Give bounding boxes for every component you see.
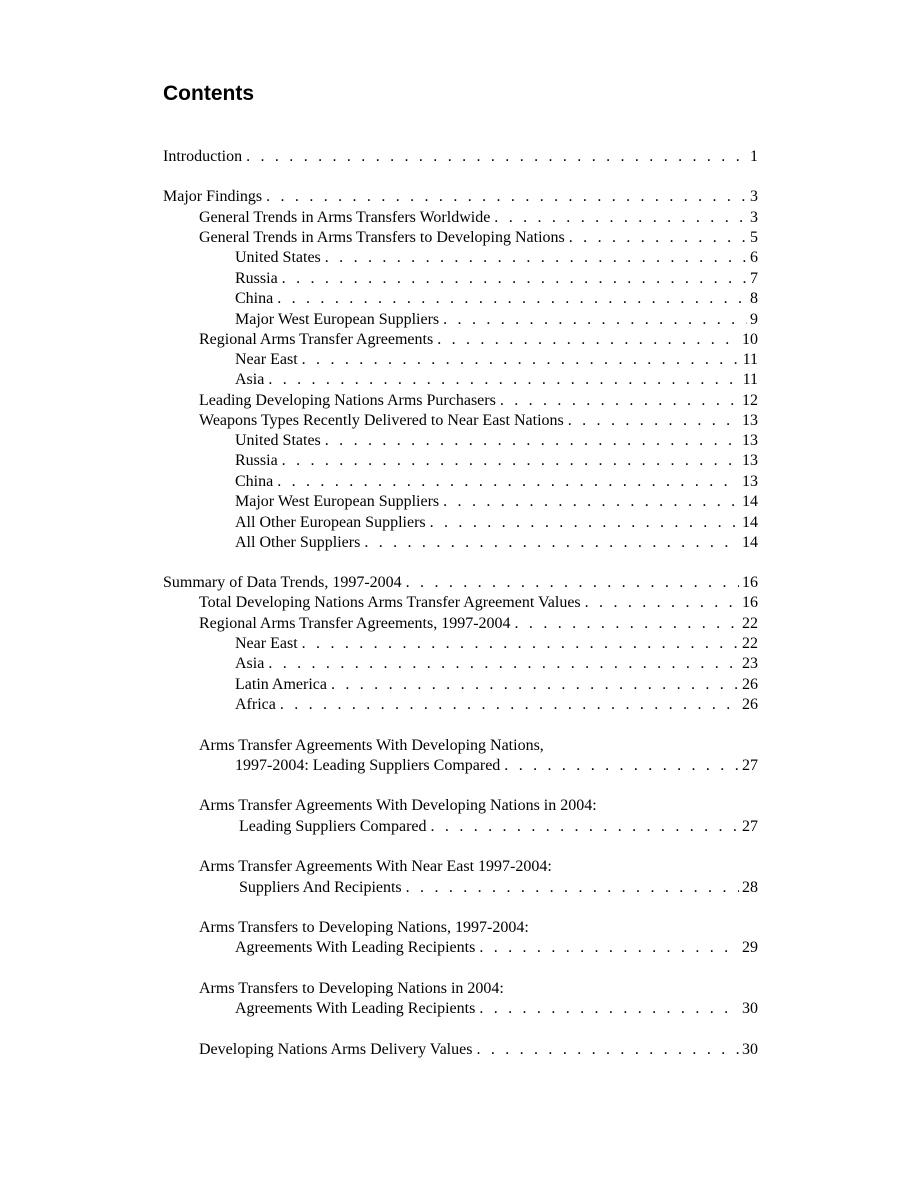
toc-entry-title: United States — [235, 249, 321, 266]
toc-entry-page: 22 — [742, 615, 758, 632]
toc-entry-page: 13 — [742, 473, 758, 490]
toc-entry-title: Arms Transfer Agreements With Developing Nations in 2004: — [199, 797, 597, 814]
dot-leader — [282, 450, 739, 472]
toc-entry-page: 14 — [742, 534, 758, 551]
toc-entry-title: United States — [235, 432, 321, 449]
toc-entry — [163, 146, 758, 168]
toc-entry-title: China — [235, 473, 274, 490]
toc-entry-title-continued: Suppliers And Recipients — [239, 879, 402, 896]
toc-entry-title: Regional Arms Transfer Agreements — [199, 331, 434, 348]
toc-entry-page: 13 — [742, 432, 758, 449]
toc-entry-page: 3 — [750, 209, 758, 226]
dot-leader — [476, 1039, 739, 1061]
toc-entry — [239, 816, 758, 838]
toc-entry-title: Summary of Data Trends, 1997-2004 — [163, 574, 402, 591]
page-title: Contents — [163, 82, 254, 105]
toc-entry — [199, 1039, 758, 1061]
dot-leader — [268, 369, 739, 391]
dot-leader — [479, 998, 739, 1020]
toc-entry-title: Arms Transfer Agreements With Developing Nations, — [199, 737, 544, 754]
toc-entry-title: China — [235, 290, 274, 307]
toc-entry-title-continued: Leading Suppliers Compared — [239, 818, 427, 835]
toc-entry-page: 3 — [750, 188, 758, 205]
dot-leader — [494, 207, 747, 229]
toc-entry-page: 27 — [742, 757, 758, 774]
toc-entry-page: 30 — [742, 1000, 758, 1017]
toc-entry-title: Russia — [235, 452, 278, 469]
toc-entry-title: Introduction — [163, 148, 243, 165]
dot-leader — [277, 471, 739, 493]
dot-leader — [302, 349, 740, 371]
toc-entry — [163, 186, 758, 208]
toc-entry-title: Regional Arms Transfer Agreements, 1997-2004 — [199, 615, 511, 632]
toc-entry — [235, 450, 758, 472]
toc-entry-page: 13 — [742, 412, 758, 429]
dot-leader — [568, 410, 739, 432]
toc-entry-page: 7 — [750, 270, 758, 287]
toc-entry-title: Russia — [235, 270, 278, 287]
dot-leader — [277, 288, 747, 310]
dot-leader — [431, 816, 739, 838]
toc-entry — [199, 410, 758, 432]
toc-entry-page: 26 — [742, 696, 758, 713]
toc-entry-title: Major Findings — [163, 188, 263, 205]
dot-leader — [479, 937, 739, 959]
dot-leader — [569, 227, 747, 249]
toc-entry-page: 5 — [750, 229, 758, 246]
toc-entry-title: All Other European Suppliers — [235, 514, 426, 531]
dot-leader — [443, 491, 739, 513]
toc-entry-page: 14 — [742, 514, 758, 531]
dot-leader — [406, 877, 739, 899]
dot-leader — [325, 247, 747, 269]
dot-leader — [268, 653, 739, 675]
toc-entry-title: Near East — [235, 351, 298, 368]
dot-leader — [280, 694, 739, 716]
toc-entry — [235, 633, 758, 655]
dot-leader — [302, 633, 739, 655]
toc-entry — [235, 512, 758, 534]
toc-entry — [239, 877, 758, 899]
toc-entry-title: Major West European Suppliers — [235, 311, 440, 328]
toc-entry — [235, 937, 758, 959]
dot-leader — [364, 532, 739, 554]
toc-entry-page: 12 — [742, 392, 758, 409]
toc-entry-page: 14 — [742, 493, 758, 510]
dot-leader — [430, 512, 739, 534]
toc-entry-title: Weapons Types Recently Delivered to Near East Nations — [199, 412, 564, 429]
toc-entry-title: Latin America — [235, 676, 327, 693]
toc-entry-page: 8 — [750, 290, 758, 307]
toc-entry — [235, 653, 758, 675]
toc-entry-title: All Other Suppliers — [235, 534, 361, 551]
toc-entry-title: Leading Developing Nations Arms Purchasers — [199, 392, 496, 409]
toc-entry-title: Asia — [235, 655, 265, 672]
toc-entry — [235, 491, 758, 513]
toc-entry — [235, 430, 758, 452]
toc-entry — [235, 268, 758, 290]
toc-entry — [199, 613, 758, 635]
toc-entry-page: 26 — [742, 676, 758, 693]
toc-entry — [235, 369, 758, 391]
toc-entry — [199, 390, 758, 412]
toc-entry-title: Arms Transfers to Developing Nations in 2004: — [199, 980, 504, 997]
toc-entry — [235, 309, 758, 331]
toc-entry — [199, 207, 758, 229]
dot-leader — [443, 309, 747, 331]
toc-entry — [199, 329, 758, 351]
toc-entry-title: Africa — [235, 696, 276, 713]
toc-entry-title: Arms Transfers to Developing Nations, 1997-2004: — [199, 919, 529, 936]
toc-entry-title-continued: 1997-2004: Leading Suppliers Compared — [235, 757, 501, 774]
dot-leader — [266, 186, 747, 208]
toc-entry-page: 30 — [742, 1041, 758, 1058]
toc-entry-title: Arms Transfer Agreements With Near East 1997-2004: — [199, 858, 552, 875]
toc-entry-title: Major West European Suppliers — [235, 493, 440, 510]
dot-leader — [325, 430, 739, 452]
toc-entry — [235, 247, 758, 269]
toc-entry-title: Near East — [235, 635, 298, 652]
toc-entry-title: Asia — [235, 371, 265, 388]
toc-entry-page: 28 — [742, 879, 758, 896]
toc-entry-page: 22 — [742, 635, 758, 652]
toc-entry-page: 16 — [742, 594, 758, 611]
toc-entry-page: 11 — [742, 351, 758, 368]
toc-entry-page: 1 — [750, 148, 758, 165]
toc-entry-page: 23 — [742, 655, 758, 672]
dot-leader — [437, 329, 739, 351]
toc-entry — [235, 674, 758, 696]
toc-entry — [235, 471, 758, 493]
toc-entry — [235, 288, 758, 310]
toc-entry-page: 29 — [742, 939, 758, 956]
toc-entry — [235, 532, 758, 554]
dot-leader — [515, 613, 739, 635]
toc-entry-page: 9 — [750, 311, 758, 328]
toc-entry-title-continued: Agreements With Leading Recipients — [235, 1000, 476, 1017]
toc-entry-title: Developing Nations Arms Delivery Values — [199, 1041, 473, 1058]
toc-entry — [199, 227, 758, 249]
toc-entry-page: 27 — [742, 818, 758, 835]
toc-entry-page: 16 — [742, 574, 758, 591]
toc-entry — [235, 694, 758, 716]
toc-entry-title-continued: Agreements With Leading Recipients — [235, 939, 476, 956]
toc-entry-page: 6 — [750, 249, 758, 266]
toc-entry-title: General Trends in Arms Transfers Worldwide — [199, 209, 491, 226]
dot-leader — [585, 592, 739, 614]
toc-entry-page: 10 — [742, 331, 758, 348]
toc-entry — [235, 755, 758, 777]
toc-entry-title: Total Developing Nations Arms Transfer Agreement Values — [199, 594, 581, 611]
toc-entry-page: 13 — [742, 452, 758, 469]
toc-entry — [199, 592, 758, 614]
dot-leader — [331, 674, 739, 696]
toc-entry-page: 11 — [742, 371, 758, 388]
dot-leader — [504, 755, 739, 777]
toc-entry — [235, 998, 758, 1020]
dot-leader — [500, 390, 739, 412]
dot-leader — [406, 572, 739, 594]
toc-entry — [163, 572, 758, 594]
toc-entry-title: General Trends in Arms Transfers to Developing Nations — [199, 229, 565, 246]
dot-leader — [246, 146, 747, 168]
dot-leader — [282, 268, 747, 290]
toc-entry — [235, 349, 758, 371]
